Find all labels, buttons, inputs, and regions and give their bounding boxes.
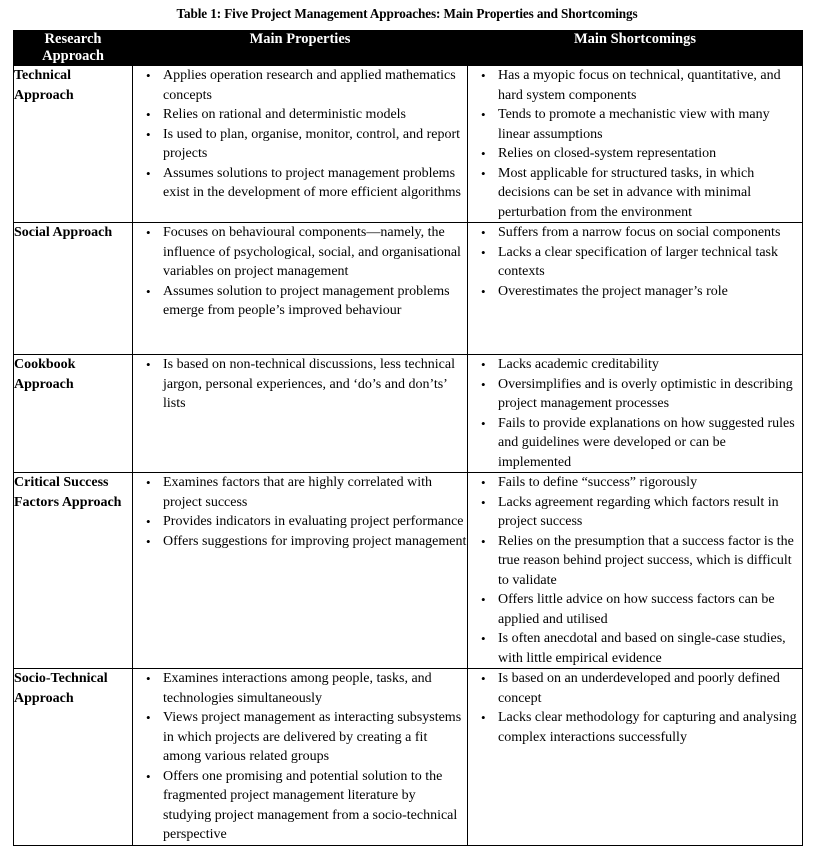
list-item: • Fails to define “success” rigorously — [498, 473, 802, 493]
list-item: • Lacks clear methodology for capturing and analysing complex interactions successfully — [498, 708, 802, 747]
cell-main-properties — [133, 669, 468, 846]
list-item: • Examines factors that are highly correlated with project success — [163, 473, 467, 512]
table-header — [14, 31, 803, 66]
list-item: • Is based on an underdeveloped and poorly defined concept — [498, 669, 802, 708]
header-row — [14, 31, 803, 66]
list-item: • Is based on non-technical discussions, less technical jargon, personal experiences, and ‘do’s and don’ts’ lists — [163, 355, 467, 414]
column-header-main-shortcomings: Main Shortcomings — [468, 31, 803, 66]
table-row — [14, 66, 803, 223]
list-item: • Is often anecdotal and based on single-case studies, with little empirical evidence — [498, 629, 802, 668]
cell-main-shortcomings — [468, 355, 803, 473]
table-caption: Table 1: Five Project Management Approaches: Main Properties and Shortcomings — [176, 6, 638, 21]
list-item: • Most applicable for structured tasks, in which decisions can be set in advance with minimal perturbation from the environment — [498, 164, 802, 223]
properties-list — [133, 669, 467, 845]
cell-main-properties — [133, 223, 468, 355]
shortcomings-list — [468, 355, 802, 472]
table-row — [14, 355, 803, 473]
list-item: • Views project management as interacting subsystems in which projects are delivered by creating a fit among various related groups — [163, 708, 467, 767]
list-item: • Provides indicators in evaluating project performance — [163, 512, 467, 532]
list-item: • Examines interactions among people, tasks, and technologies simultaneously — [163, 669, 467, 708]
list-item: • Offers suggestions for improving project management — [163, 532, 467, 552]
shortcomings-list — [468, 223, 802, 301]
cell-main-shortcomings — [468, 473, 803, 669]
table-row — [14, 473, 803, 669]
list-item: • Lacks academic creditability — [498, 355, 802, 375]
cell-main-shortcomings — [468, 223, 803, 355]
list-item: • Has a myopic focus on technical, quantitative, and hard system components — [498, 66, 802, 105]
list-item: • Offers one promising and potential solution to the fragmented project management literature by studying project management from a socio-technical perspective — [163, 767, 467, 845]
properties-list — [133, 223, 467, 321]
list-item: • Offers little advice on how success factors can be applied and utilised — [498, 590, 802, 629]
properties-list — [133, 66, 467, 203]
list-item: • Fails to provide explanations on how suggested rules and guidelines were developed or can be implemented — [498, 414, 802, 473]
list-item: • Focuses on behavioural components—namely, the influence of psychological, social, and organisational variables on project management — [163, 223, 467, 282]
table-body — [14, 66, 803, 846]
list-item: • Lacks agreement regarding which factors result in project success — [498, 493, 802, 532]
cell-main-properties — [133, 355, 468, 473]
cell-research-approach: Social Approach — [14, 223, 133, 355]
list-item: • Oversimplifies and is overly optimistic in describing project management processes — [498, 375, 802, 414]
column-header-main-properties: Main Properties — [133, 31, 468, 66]
column-header-research-approach: Research Approach — [14, 31, 133, 66]
list-item: • Relies on rational and deterministic models — [163, 105, 467, 125]
cell-main-shortcomings — [468, 669, 803, 846]
table-row — [14, 223, 803, 355]
list-item: • Applies operation research and applied mathematics concepts — [163, 66, 467, 105]
cell-research-approach: Critical Success Factors Approach — [14, 473, 133, 669]
cell-research-approach: Socio-Technical Approach — [14, 669, 133, 846]
list-item: • Tends to promote a mechanistic view with many linear assumptions — [498, 105, 802, 144]
list-item: • Lacks a clear specification of larger technical task contexts — [498, 243, 802, 282]
cell-research-approach: Cookbook Approach — [14, 355, 133, 473]
table-row — [14, 669, 803, 846]
cell-main-properties — [133, 66, 468, 223]
cell-main-shortcomings — [468, 66, 803, 223]
shortcomings-list — [468, 669, 802, 747]
cell-research-approach: Technical Approach — [14, 66, 133, 223]
list-item: • Assumes solutions to project management problems exist in the development of more efficient algorithms — [163, 164, 467, 203]
list-item: • Is used to plan, organise, monitor, control, and report projects — [163, 125, 467, 164]
shortcomings-list — [468, 473, 802, 668]
list-item: • Suffers from a narrow focus on social components — [498, 223, 802, 243]
properties-list — [133, 355, 467, 414]
approaches-table — [13, 30, 803, 846]
list-item: • Assumes solution to project management problems emerge from people’s improved behaviour — [163, 282, 467, 321]
cell-main-properties — [133, 473, 468, 669]
shortcomings-list — [468, 66, 802, 222]
list-item: • Overestimates the project manager’s role — [498, 282, 802, 302]
properties-list — [133, 473, 467, 551]
list-item: • Relies on the presumption that a success factor is the true reason behind project success, which is difficult to validate — [498, 532, 802, 591]
list-item: • Relies on closed-system representation — [498, 144, 802, 164]
